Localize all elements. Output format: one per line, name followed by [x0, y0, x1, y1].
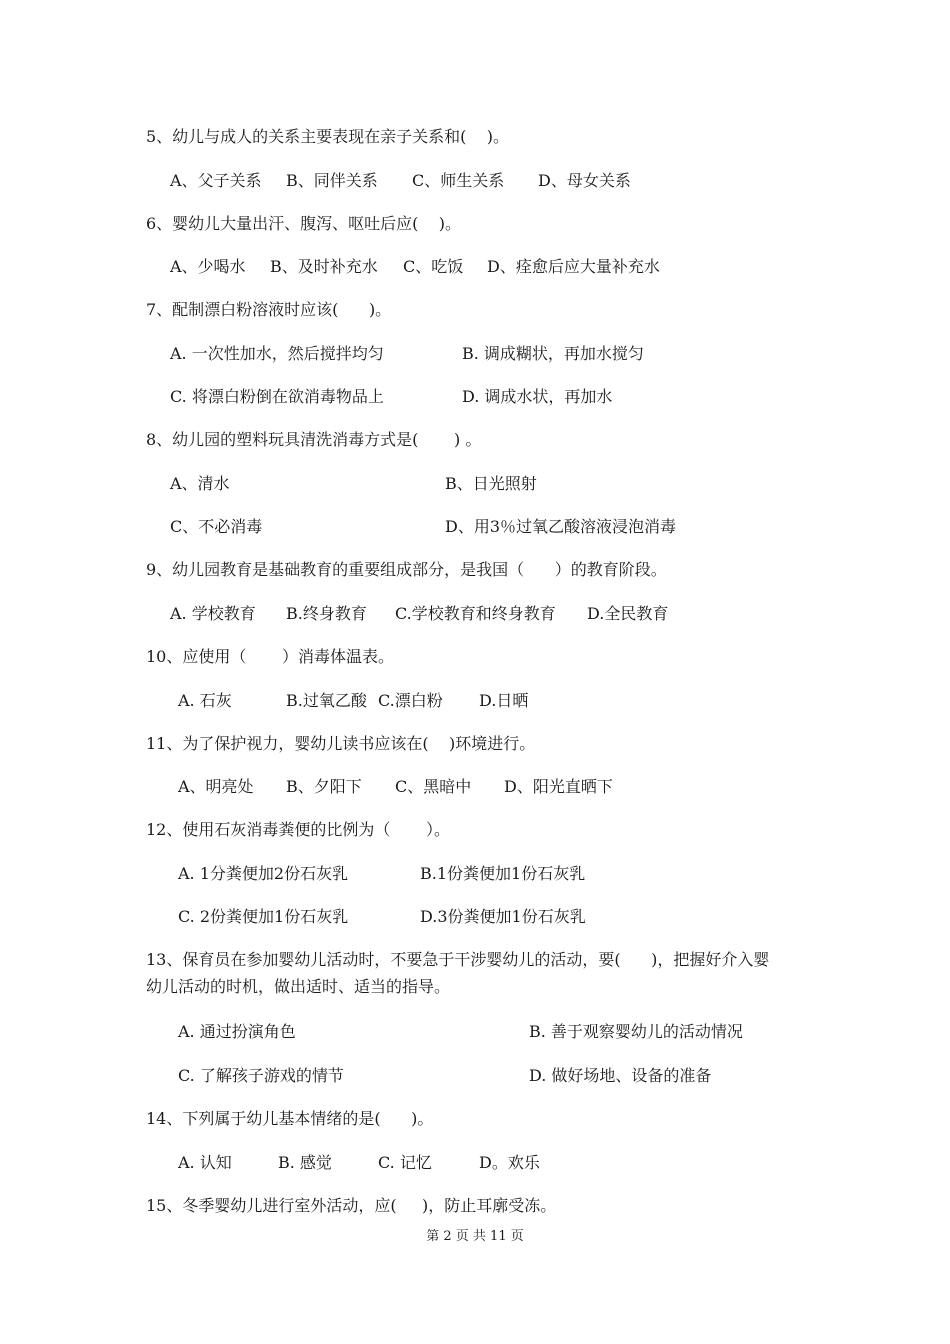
q10-option-d: D.日晒 [479, 691, 529, 710]
q8-option-d: D、用3％过氧乙酸溶液浸泡消毒 [445, 517, 677, 536]
q8-option-c: C、不必消毒 [170, 517, 263, 536]
page-footer: 第 2 页 共 11 页 [426, 1229, 524, 1244]
q9-option-b: B.终身教育 [286, 604, 367, 623]
question-13-stem-continued: 幼儿活动的时机，做出适时、适当的指导。 [146, 977, 451, 996]
question-14-stem: 14、下列属于幼儿基本情绪的是( )。 [146, 1109, 434, 1128]
q11-option-c: C、黑暗中 [395, 777, 472, 796]
q7-option-b: B. 调成糊状，再加水搅匀 [462, 344, 644, 363]
q14-option-a: A. 认知 [178, 1153, 232, 1172]
q6-option-b: B、及时补充水 [270, 257, 378, 276]
q9-option-a: A. 学校教育 [170, 604, 256, 623]
question-10-stem: 10、应使用（ ）消毒体温表。 [146, 647, 394, 666]
q10-option-c: C.漂白粉 [378, 691, 443, 710]
q13-option-d: D. 做好场地、设备的准备 [529, 1066, 712, 1085]
q7-option-a: A. 一次性加水，然后搅拌均匀 [170, 344, 384, 363]
q7-option-d: D. 调成水状，再加水 [462, 387, 613, 406]
q14-option-d: D。欢乐 [479, 1153, 540, 1172]
q5-option-b: B、同伴关系 [286, 171, 378, 190]
q7-option-c: C. 将漂白粉倒在欲消毒物品上 [170, 387, 384, 406]
question-15-stem: 15、冬季婴幼儿进行室外活动，应( )，防止耳廓受冻。 [146, 1196, 557, 1215]
q12-option-b: B.1份粪便加1份石灰乳 [420, 864, 586, 883]
question-11-stem: 11、为了保护视力，婴幼儿读书应该在( )环境进行。 [146, 734, 536, 753]
question-5-stem: 5、幼儿与成人的关系主要表现在亲子关系和( )。 [146, 127, 510, 146]
q10-option-a: A. 石灰 [178, 691, 232, 710]
q12-option-d: D.3份粪便加1份石灰乳 [420, 907, 586, 926]
q12-option-c: C. 2份粪便加1份石灰乳 [178, 907, 349, 926]
question-7-stem: 7、配制漂白粉溶液时应该( )。 [146, 300, 392, 319]
question-12-stem: 12、使用石灰消毒粪便的比例为（ ）。 [146, 820, 450, 839]
q8-option-a: A、清水 [170, 474, 230, 493]
question-8-stem: 8、幼儿园的塑料玩具清洗消毒方式是( ) 。 [146, 430, 482, 449]
q6-option-c: C、吃饭 [403, 257, 464, 276]
q11-option-a: A、明亮处 [178, 777, 254, 796]
q14-option-c: C. 记忆 [378, 1153, 432, 1172]
q9-option-c: C.学校教育和终身教育 [395, 604, 556, 623]
question-9-stem: 9、幼儿园教育是基础教育的重要组成部分，是我国（ ）的教育阶段。 [146, 560, 667, 579]
q13-option-a: A. 通过扮演角色 [178, 1022, 296, 1041]
q5-option-a: A、父子关系 [170, 171, 262, 190]
q12-option-a: A. 1分粪便加2份石灰乳 [178, 864, 349, 883]
q13-option-b: B. 善于观察婴幼儿的活动情况 [529, 1022, 743, 1041]
q11-option-b: B、夕阳下 [286, 777, 362, 796]
q6-option-a: A、少喝水 [170, 257, 246, 276]
q5-option-d: D、母女关系 [538, 171, 631, 190]
q13-option-c: C. 了解孩子游戏的情节 [178, 1066, 344, 1085]
question-6-stem: 6、婴幼儿大量出汗、腹泻、呕吐后应( )。 [146, 214, 462, 233]
q10-option-b: B.过氧乙酸 [286, 691, 367, 710]
q8-option-b: B、日光照射 [445, 474, 537, 493]
q9-option-d: D.全民教育 [587, 604, 669, 623]
q5-option-c: C、师生关系 [412, 171, 505, 190]
q14-option-b: B. 感觉 [278, 1153, 332, 1172]
question-13-stem: 13、保育员在参加婴幼儿活动时，不要急于干涉婴幼儿的活动，要( )，把握好介入婴 [146, 950, 770, 969]
q6-option-d: D、痊愈后应大量补充水 [487, 257, 660, 276]
q11-option-d: D、阳光直晒下 [504, 777, 613, 796]
